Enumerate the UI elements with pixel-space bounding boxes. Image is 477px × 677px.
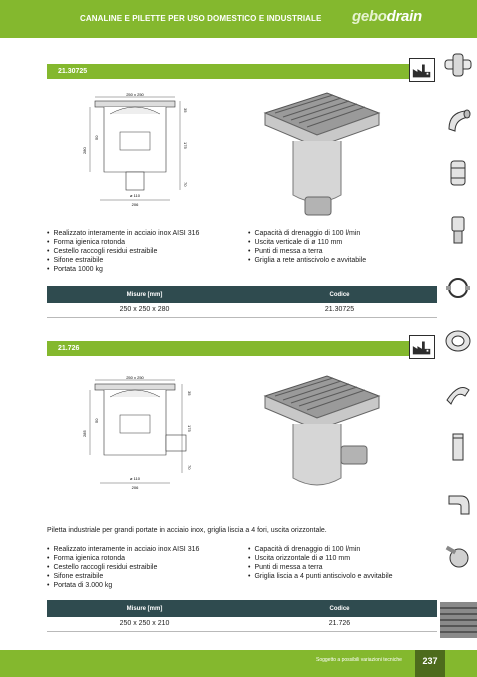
drawing-dim-h1: 35 bbox=[183, 108, 188, 113]
page-number: 237 bbox=[415, 650, 445, 677]
factory-icon bbox=[409, 335, 435, 359]
feature-list-left bbox=[47, 230, 199, 275]
feature-item: • Capacità di drenaggio di 100 l/min bbox=[248, 230, 366, 239]
drawing-dim-d: ø 110 bbox=[130, 476, 140, 481]
page-title: CANALINE E PILETTE PER USO DOMESTICO E INDUSTRIALE bbox=[80, 14, 322, 23]
bend-icon bbox=[443, 380, 473, 410]
elbow-45-icon bbox=[443, 488, 473, 518]
column-header-code: Codice bbox=[242, 600, 437, 617]
column-header-size: Misure [mm] bbox=[47, 286, 242, 303]
drawing-dim-h2: 175 bbox=[183, 142, 188, 149]
cell-size: 250 x 250 x 210 bbox=[47, 617, 242, 631]
clamp-icon bbox=[443, 273, 473, 303]
product-intro: Piletta industriale per grandi portate in acciaio inox, griglia liscia a 4 fori, uscita orizzontale. bbox=[47, 527, 327, 534]
drawing-dim-d: ø 110 bbox=[130, 193, 140, 198]
feature-item: • Griglia a rete antiscivolo e avvitabile bbox=[248, 257, 366, 266]
drawing-dim-w2: 50 bbox=[94, 418, 99, 423]
product-code-bar bbox=[47, 64, 409, 79]
drawing-dim-w1: 280 bbox=[82, 147, 87, 154]
cell-code: 21.726 bbox=[242, 617, 437, 631]
cell-size: 250 x 250 x 280 bbox=[47, 303, 242, 317]
brand-logo-gebo: gebo bbox=[352, 8, 387, 25]
table-row bbox=[47, 617, 437, 631]
drawing-dim-h1: 35 bbox=[187, 391, 192, 396]
technical-drawing bbox=[70, 92, 200, 222]
feature-list-right bbox=[248, 546, 393, 582]
sprinkler-icon bbox=[443, 540, 473, 570]
footer-note: Soggetto a possibili variazioni tecniche bbox=[316, 657, 402, 663]
feature-item: • Realizzato interamente in acciaio inox AISI 316 bbox=[47, 546, 199, 555]
feature-item: • Portata 1000 kg bbox=[47, 266, 199, 275]
feature-item: • Punti di messa a terra bbox=[248, 564, 393, 573]
drawing-dim-h2: 175 bbox=[187, 425, 192, 432]
spec-table bbox=[47, 600, 437, 632]
product-code-label: 21.30725 bbox=[58, 68, 88, 75]
feature-item: • Capacità di drenaggio di 100 l/min bbox=[248, 546, 393, 555]
coupling-icon bbox=[443, 158, 473, 188]
spec-table bbox=[47, 286, 437, 318]
flange-icon bbox=[443, 326, 473, 356]
cell-code: 21.30725 bbox=[242, 303, 437, 317]
feature-item: • Uscita orizzontale di ø 110 mm bbox=[248, 555, 393, 564]
drawing-dim-base: 206 bbox=[131, 485, 139, 490]
feature-item: • Realizzato interamente in acciaio inox AISI 316 bbox=[47, 230, 199, 239]
table-row bbox=[47, 303, 437, 317]
product-photo bbox=[255, 368, 385, 518]
drawing-dim-top: 250 x 250 bbox=[126, 375, 144, 380]
table-header bbox=[47, 600, 437, 617]
feature-item: • Forma igienica rotonda bbox=[47, 555, 199, 564]
feature-item: • Sifone estraibile bbox=[47, 257, 199, 266]
pipe-icon bbox=[443, 432, 473, 462]
t-fitting-icon bbox=[443, 50, 473, 80]
elbow-fitting-icon bbox=[443, 105, 473, 135]
brand-logo bbox=[352, 8, 422, 25]
feature-list-right bbox=[248, 230, 366, 266]
product-photo bbox=[255, 85, 385, 235]
feature-item: • Cestello raccogli residui estraibile bbox=[47, 564, 199, 573]
feature-item: • Portata di 3.000 kg bbox=[47, 582, 199, 591]
brand-logo-drain: drain bbox=[386, 8, 422, 25]
feature-item: • Forma igienica rotonda bbox=[47, 239, 199, 248]
table-header bbox=[47, 286, 437, 303]
column-header-size: Misure [mm] bbox=[47, 600, 242, 617]
feature-list-left bbox=[47, 546, 199, 591]
column-header-code: Codice bbox=[242, 286, 437, 303]
product-code-label: 21.726 bbox=[58, 345, 80, 352]
drawing-dim-h3: 70 bbox=[187, 465, 192, 470]
drawing-dim-top: 250 x 250 bbox=[126, 92, 144, 97]
feature-item: • Punti di messa a terra bbox=[248, 248, 366, 257]
drawing-dim-base: 206 bbox=[131, 202, 139, 207]
page-footer bbox=[0, 650, 477, 677]
adapter-icon bbox=[443, 215, 473, 245]
drawing-dim-w1: 285 bbox=[82, 430, 87, 437]
drawing-dim-w2: 50 bbox=[94, 135, 99, 140]
product-code-bar bbox=[47, 341, 409, 356]
feature-item: • Griglia liscia a 4 punti antiscivolo e avvitabile bbox=[248, 573, 393, 582]
channel-grate-icon bbox=[440, 598, 477, 642]
technical-drawing bbox=[70, 375, 200, 505]
feature-item: • Cestello raccogli residui estraibile bbox=[47, 248, 199, 257]
factory-icon bbox=[409, 58, 435, 82]
drawing-dim-h3: 70 bbox=[183, 182, 188, 187]
feature-item: • Sifone estraibile bbox=[47, 573, 199, 582]
feature-item: • Uscita verticale di ø 110 mm bbox=[248, 239, 366, 248]
